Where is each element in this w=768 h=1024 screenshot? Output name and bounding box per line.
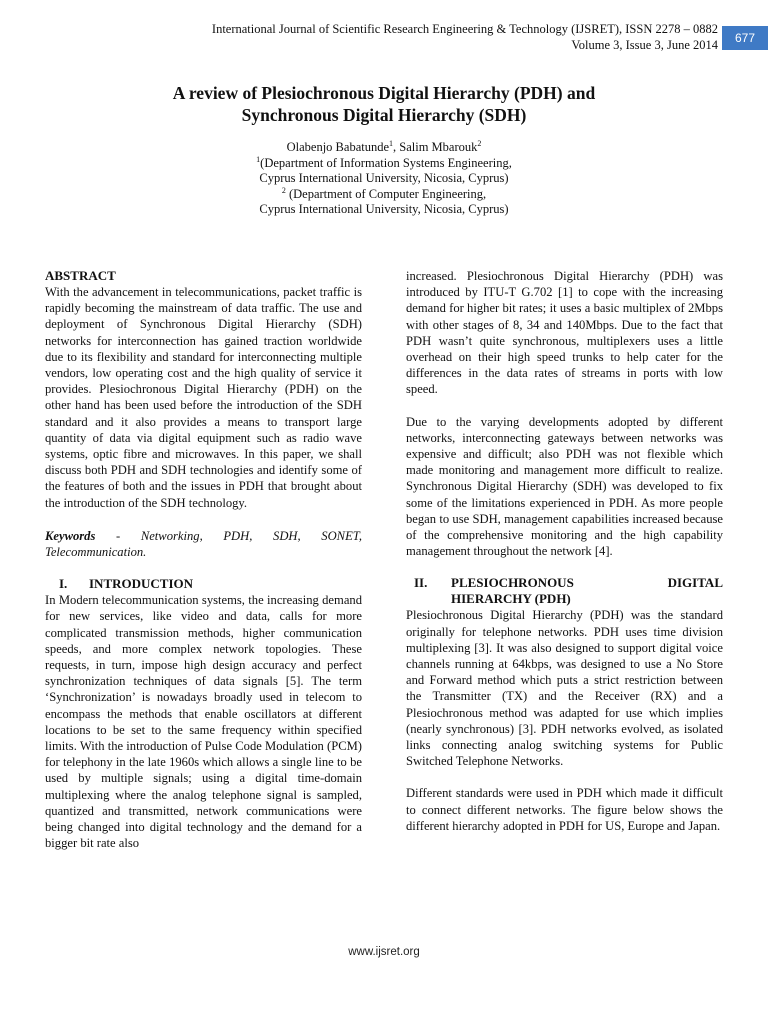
- right-paragraph-1: increased. Plesiochronous Digital Hierarchy (PDH) was introduced by ITU-T G.702 [1] to cope with the increasing demand for higher bit rates; it uses a basic multiplex of 2Mbps with other stages of 8, 34 and 140Mbps. Due to the fact that PDH wasn’t quite synchronous, multiplexers uses a little overhead on their high speed trunks to help cater for the differences in the data rates of streams in ports with low speed.: [406, 269, 723, 397]
- introduction-number: I.: [59, 576, 68, 592]
- section-2-heading: [406, 575, 723, 591]
- affiliation-1-line2: Cyprus International University, Nicosia, Cyprus): [259, 171, 509, 185]
- right-column: [406, 268, 723, 834]
- paper-title-line1: A review of Plesiochronous Digital Hierarchy (PDH) and: [172, 83, 596, 103]
- journal-header: International Journal of Scientific Research Engineering & Technology (IJSRET), ISSN 2278 – 0882: [211, 22, 718, 36]
- issue-info: Volume 3, Issue 3, June 2014: [571, 38, 718, 52]
- right-paragraph-2: Due to the varying developments adopted by different networks, interconnecting gateways between networks was expensive and difficult; also PDH was not flexible which made monitoring and management more difficult to realize. Synchronous Digital Hierarchy (SDH) was developed to fix some of the limitations experienced in PDH. As more people began to use SDH, management capabilities increased because of the comprehensive monitoring and the high capability management throughout the network [4].: [406, 414, 723, 559]
- affiliation-2-line1: $^2$ (Department of Computer Engineering,: [281, 185, 487, 201]
- page-number-badge: 677: [722, 26, 768, 50]
- author-2-sup: 2: [477, 138, 482, 148]
- affiliation-2-sup: 2: [281, 185, 286, 195]
- affiliation-1-sup: 1: [256, 154, 261, 164]
- author-1: Olabenjo Babatunde: [286, 140, 390, 154]
- authors-block: [0, 140, 768, 218]
- abstract-text: With the advancement in telecommunications, packet traffic is rapidly becoming the mainstream of data traffic. The use and deployment of Synchronous Digital Hierarchy (SDH) networks for interconnection has gained traction worldwide due to its flexibility and standard for interconnecting multiple vendors, low operating cost and the high quality of service it provides. Plesiochronous Digital Hierarchy (PDH) on the other hand has been used before the introduction of the SDH standard and it also provides a means to transport large quantity of data via digital equipment such as radio wave systems, optic fibre and microwaves. In this paper, we shall discuss both PDH and SDH technologies and identify some of the features of both and the issues in PDH that brought about the introduction of the SDH technology.: [45, 285, 362, 510]
- author-2: , Salim Mbarouk: [393, 140, 478, 154]
- footer-url: www.ijsret.org: [348, 946, 420, 958]
- affiliation-1-line1: $^1$(Department of Information Systems Engineering,: [256, 154, 512, 170]
- introduction-title: INTRODUCTION: [89, 576, 194, 592]
- section-2-word1: PLESIOCHRONOUS: [451, 575, 574, 591]
- right-paragraph-3: Plesiochronous Digital Hierarchy (PDH) was the standard originally for telephone networks. PDH uses time division multiplexing [3]. It was also designed to support digital voice channels running at 64kbps, was designed to use a No Store and Forward method which puts a strict restriction between the Transmitter (TX) and the Receiver (RX) and a Plesiochronous method was adapted for use which implies (nearly synchronous) [3]. PDH networks evolved, as isolated links connecting analog switching systems for Public Switched Telephone Networks.: [406, 608, 723, 769]
- introduction-heading: [45, 576, 362, 592]
- abstract-heading: ABSTRACT: [45, 268, 116, 283]
- introduction-text: In Modern telecommunication systems, the increasing demand for new services, like video and data, calls for more complicated transmission methods, higher communication speeds, and more complex network topologies. These requests, in turn, impose high design accuracy and perfect synchronization techniques of data signals [5]. The term ‘Synchronization’ is nowadays broadly used in telecom to encompass the methods that enable oscillators at different locations to be set to the same frequency within specified limits. With the introduction of Pulse Code Modulation (PCM) for telephony in the late 1960s which allows a single line to be used by multiple signals; using a digital time-domain multiplexing where the analog telephone signal is sampled, quantized and transmitted, network communications were being changed into digital technology and the demand for a bigger bit rate also: [45, 593, 362, 851]
- affiliation-2-line2: Cyprus International University, Nicosia, Cyprus): [259, 202, 509, 216]
- paper-title-line2: Synchronous Digital Hierarchy (SDH): [241, 105, 527, 125]
- keywords: [45, 528, 362, 560]
- right-paragraph-4: Different standards were used in PDH which made it difficult to connect different networks. The figure below shows the different hierarchy adopted in PDH for US, Europe and Japan.: [406, 786, 723, 833]
- left-column: [45, 268, 362, 852]
- section-2-number: II.: [414, 575, 428, 591]
- author-names: [0, 140, 768, 156]
- author-1-sup: 1: [389, 138, 394, 148]
- section-2-heading-line2: HIERARCHY (PDH): [451, 591, 571, 607]
- section-2-word2: DIGITAL: [667, 575, 723, 591]
- keywords-label: Keywords: [45, 528, 96, 543]
- keywords-text: - Networking, PDH, SDH, SONET, Telecommunication.: [45, 528, 362, 560]
